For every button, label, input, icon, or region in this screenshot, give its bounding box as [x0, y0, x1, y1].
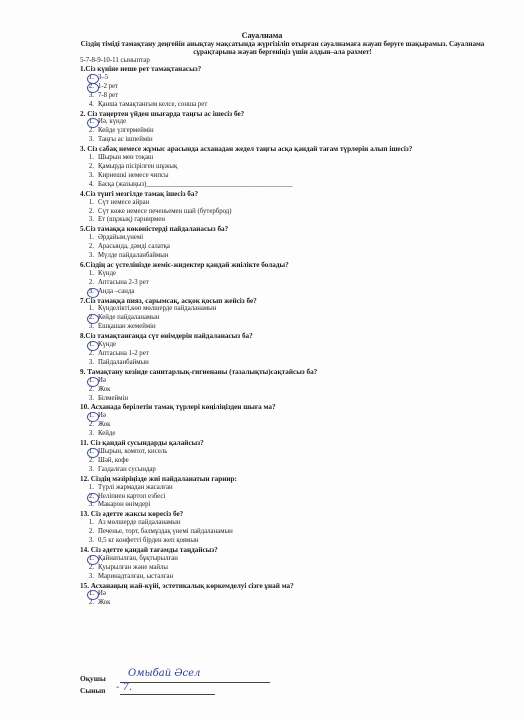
option-label: Маринадталған, ысталған: [98, 572, 174, 580]
answer-option[interactable]: [80, 118, 500, 127]
option-label: Аптасына 1-2 рет: [98, 350, 149, 357]
option-label: Сүт немесе айран: [98, 198, 150, 206]
answer-option[interactable]: [80, 501, 500, 510]
option-number: 2.: [88, 278, 94, 286]
option-label: Иә: [98, 376, 106, 384]
option-label: Жок: [98, 385, 111, 393]
option-number: 3.: [88, 465, 94, 473]
option-number: 2.: [88, 127, 94, 135]
option-label: Неліпиен картоп езбесі: [98, 492, 166, 500]
option-number: 2.: [88, 350, 94, 357]
answer-option[interactable]: [80, 466, 500, 475]
answer-option[interactable]: [80, 599, 500, 608]
answer-option[interactable]: [80, 243, 500, 252]
answer-option[interactable]: [80, 359, 500, 368]
option-number: 3.: [88, 287, 94, 295]
option-label: 0,5 кг конфетті бірден жеп қоямын: [98, 537, 199, 545]
answer-option[interactable]: [80, 412, 500, 421]
option-number: 3.: [88, 91, 94, 99]
question-title: 4.Сіз түнгі мезгілде тамақ ішесіз ба?: [80, 189, 199, 198]
question-title: 13. Сіз әдетте жаксы көресіз бе?: [80, 510, 184, 519]
answer-option[interactable]: [80, 590, 500, 599]
answer-option[interactable]: [80, 208, 500, 217]
option-number: 2.: [88, 385, 94, 393]
option-label: Иә, күнде: [98, 118, 127, 126]
question-title: 11. Сіз қандай сусындарды қалайсыз?: [80, 439, 204, 448]
option-number: 1.: [88, 118, 94, 126]
answer-option[interactable]: [80, 573, 500, 582]
answer-option[interactable]: [80, 564, 500, 573]
answer-option[interactable]: [80, 136, 500, 145]
option-number: 2.: [88, 421, 94, 429]
option-number: 1.: [88, 376, 94, 384]
answer-option[interactable]: [80, 101, 500, 110]
question-title: 3. Сіз сабақ немесе жұмыс арасында асханадан жедел таңғы асқа қандай тағам түрлерін алып ішесіз?: [80, 145, 413, 154]
answer-option[interactable]: [80, 386, 500, 395]
answer-option[interactable]: [80, 305, 500, 314]
option-number: 1.: [88, 73, 94, 81]
question-title: 2. Сіз таңертен үйден шығарда таңғы ас ішесіз бе?: [80, 109, 245, 118]
option-number: 3.: [88, 537, 94, 545]
answer-option[interactable]: [80, 252, 500, 261]
option-number: 2.: [88, 599, 94, 607]
answer-option[interactable]: [80, 528, 500, 537]
option-number: 3.: [88, 572, 94, 580]
answer-option[interactable]: [80, 199, 500, 208]
questions-list: [80, 65, 500, 608]
option-label: Шырын, компот, кисель: [98, 447, 168, 455]
option-label: Аптасына 2-3 рет: [98, 278, 149, 286]
answer-option[interactable]: [80, 395, 500, 404]
question-title: 8.Сіз тамақтанғанда сүт өнімдерін пайдаланасыз ба?: [80, 332, 253, 341]
option-label: Печенье, торт, бәлмұздақ үнемі пайдаланамын: [98, 528, 233, 536]
answer-option[interactable]: [80, 74, 500, 83]
option-label: Иә: [98, 590, 106, 598]
option-number: 3.: [88, 252, 94, 260]
question-title: 1.Сіз күніне неше рет тамақтанасыз?: [80, 65, 202, 73]
selected-circle-mark: [87, 288, 99, 298]
option-number: 1.: [88, 234, 94, 242]
student-handwritten-name: Омыбай Әсел: [128, 668, 201, 679]
option-number: 2.: [88, 162, 94, 170]
option-label: Түрлі жармадан жасалған: [98, 483, 173, 491]
option-number: 3.: [88, 323, 94, 331]
question-title: 15. Асханаңың жай-күйі, эстетикалық көркемделуі сізге ұнай ма?: [80, 581, 294, 590]
question-title: 10. Асханада берілетін тамақ түрлері көңіліңізден шыға ма?: [80, 403, 276, 412]
question-title: 9. Тамақтану кезінде санитарлық-гигиенаны (тазалықты)сақтайсыз ба?: [80, 367, 318, 376]
option-label: Ет (шұжық) гарнирмен: [98, 216, 165, 224]
option-label: 1-2 рет: [98, 82, 119, 90]
option-label: Пайдаланбаймын: [98, 358, 149, 366]
option-number: 2.: [88, 563, 94, 571]
question-title: 14. Сіз әдетте қандай тағамды таңдайсыз?: [80, 545, 218, 554]
option-label: Арасында, дәмді салатқа: [98, 243, 170, 251]
answer-option[interactable]: [80, 341, 500, 350]
option-label: Кейде үлгермеймін: [98, 127, 154, 135]
option-label: Анда –санда: [98, 287, 135, 295]
option-number: 2.: [88, 456, 94, 464]
option-number: 2.: [88, 492, 94, 500]
answer-option[interactable]: [80, 216, 500, 225]
question-title: 7.Сіз тамаққа пияз, сарымсақ, асқок қосып жейсіз бе?: [80, 296, 257, 305]
option-number: 3.: [88, 136, 94, 144]
option-label: Кейде: [98, 430, 116, 438]
option-number: 1.: [88, 519, 94, 527]
option-label: Кириешкі немесе чипсы: [98, 171, 169, 179]
option-label: 3–5: [98, 73, 109, 81]
answer-option[interactable]: [80, 448, 500, 457]
page-title: Сауалнама: [241, 31, 283, 40]
class-row: [80, 682, 133, 698]
option-number: 1.: [88, 590, 94, 598]
answer-option[interactable]: [80, 537, 500, 546]
option-label: Сүт көже немесе печеньемен шай (бутерброд): [98, 207, 232, 215]
answer-option[interactable]: [80, 83, 500, 92]
option-number: 4.: [88, 180, 94, 188]
option-number: 1.: [88, 198, 94, 206]
option-number: 2.: [88, 243, 94, 251]
option-label: Басқа (жазыңыз)___________________________________________: [98, 180, 293, 188]
question-title: 6.Сіздің ас үстелініздe жеміс-жидектер қандай жиілікте болады?: [80, 260, 289, 269]
option-number: 3.: [88, 394, 94, 402]
answer-option[interactable]: [80, 163, 500, 172]
signature-block: [80, 668, 201, 698]
student-label: Оқушы: [80, 674, 106, 683]
option-label: Жок: [98, 421, 111, 429]
answer-option[interactable]: [80, 154, 500, 163]
option-label: Күнде: [98, 269, 117, 277]
student-row: [80, 668, 201, 686]
option-label: Күнде: [98, 341, 117, 349]
option-label: Күнделікті,көп мөлшерде пайдаланамын: [98, 305, 217, 313]
option-number: 1.: [88, 305, 94, 313]
answer-option[interactable]: [80, 457, 500, 466]
option-label: Кейде пайдаланамын: [98, 314, 160, 322]
option-label: Жок: [98, 599, 111, 607]
student-line: [120, 682, 270, 683]
answer-option[interactable]: [80, 350, 500, 359]
answer-option[interactable]: [80, 279, 500, 288]
option-number: 1.: [88, 154, 94, 162]
option-number: 3.: [88, 501, 94, 509]
answer-option[interactable]: [80, 314, 500, 323]
answer-option[interactable]: [80, 430, 500, 439]
option-label: Мүлде пайдаланбаймын: [98, 252, 169, 260]
option-number: 1.: [88, 554, 94, 562]
option-label: Қанша тамақтанғым келсе, сонша рет: [98, 100, 208, 108]
option-label: Газдалған сусындар: [98, 465, 156, 473]
option-number: 3.: [88, 171, 94, 179]
option-label: Қамырда пісірілген шұжық: [98, 162, 178, 170]
answer-option[interactable]: [80, 172, 500, 181]
option-label: 7-8 рет: [98, 91, 119, 99]
class-label: Сынып: [80, 686, 106, 695]
option-label: Иә: [98, 412, 106, 420]
answer-option[interactable]: [80, 421, 500, 430]
option-number: 4.: [88, 100, 94, 108]
option-label: Ешқашан жемеймін: [98, 323, 156, 331]
answer-option[interactable]: [80, 92, 500, 101]
option-number: 1.: [88, 483, 94, 491]
answer-option[interactable]: [80, 288, 500, 297]
option-label: Қуырылған және майлы: [98, 563, 168, 571]
option-number: 2.: [88, 314, 94, 322]
option-number: 3.: [88, 430, 94, 438]
option-label: Қайнатылған, бұқтырылған: [98, 554, 178, 562]
option-number: 2.: [88, 528, 94, 536]
option-number: 1.: [88, 412, 94, 420]
class-handwritten-value: - 7.: [116, 682, 133, 693]
answer-option[interactable]: [80, 127, 500, 136]
answer-option[interactable]: [80, 555, 500, 564]
answer-option[interactable]: [80, 377, 500, 386]
question-title: 5.Сіз тамаққа көкөністерді пайдаланасыз ба?: [80, 225, 229, 234]
option-number: 3.: [88, 358, 94, 366]
answer-option[interactable]: [80, 519, 500, 528]
intro-text: Сіздің тіміді тамақтану деңгейін анықтау мақсатында жүргізіліп отырған сауалнамаға жауап беруге шақырамыз. Сауалнама сұрақтарына жауап бергеніңіз үшін алдын–ала рахмет!: [80, 40, 485, 57]
answer-option[interactable]: [80, 484, 500, 493]
option-label: Таңғы ас ішпеймін: [98, 136, 153, 144]
answer-option[interactable]: [80, 181, 500, 190]
grades-label: 5-7-8-9-10-11 сыныптар: [80, 57, 150, 64]
option-number: 1.: [88, 447, 94, 455]
option-number: 2.: [88, 207, 94, 215]
option-label: Аз мөлшерде пайдаланамын: [98, 519, 181, 527]
answer-option[interactable]: [80, 493, 500, 502]
option-number: 1.: [88, 341, 94, 349]
option-label: Білмеймін: [98, 394, 128, 402]
question-title: 12. Сіздің мәзіріңізде жиі пайдаланатын гарнир:: [80, 474, 237, 483]
option-label: Әрдайым,үнемі: [98, 234, 144, 242]
answer-option[interactable]: [80, 323, 500, 332]
answer-option[interactable]: [80, 270, 500, 279]
option-number: 2.: [88, 82, 94, 90]
option-number: 3.: [88, 216, 94, 224]
option-label: Шырын мен тоқаш: [98, 154, 154, 162]
class-line: [120, 694, 215, 695]
option-number: 1.: [88, 269, 94, 277]
option-label: Шәй, кофе: [98, 456, 129, 464]
answer-option[interactable]: [80, 234, 500, 243]
option-label: Макарон өнімдері: [98, 501, 151, 509]
